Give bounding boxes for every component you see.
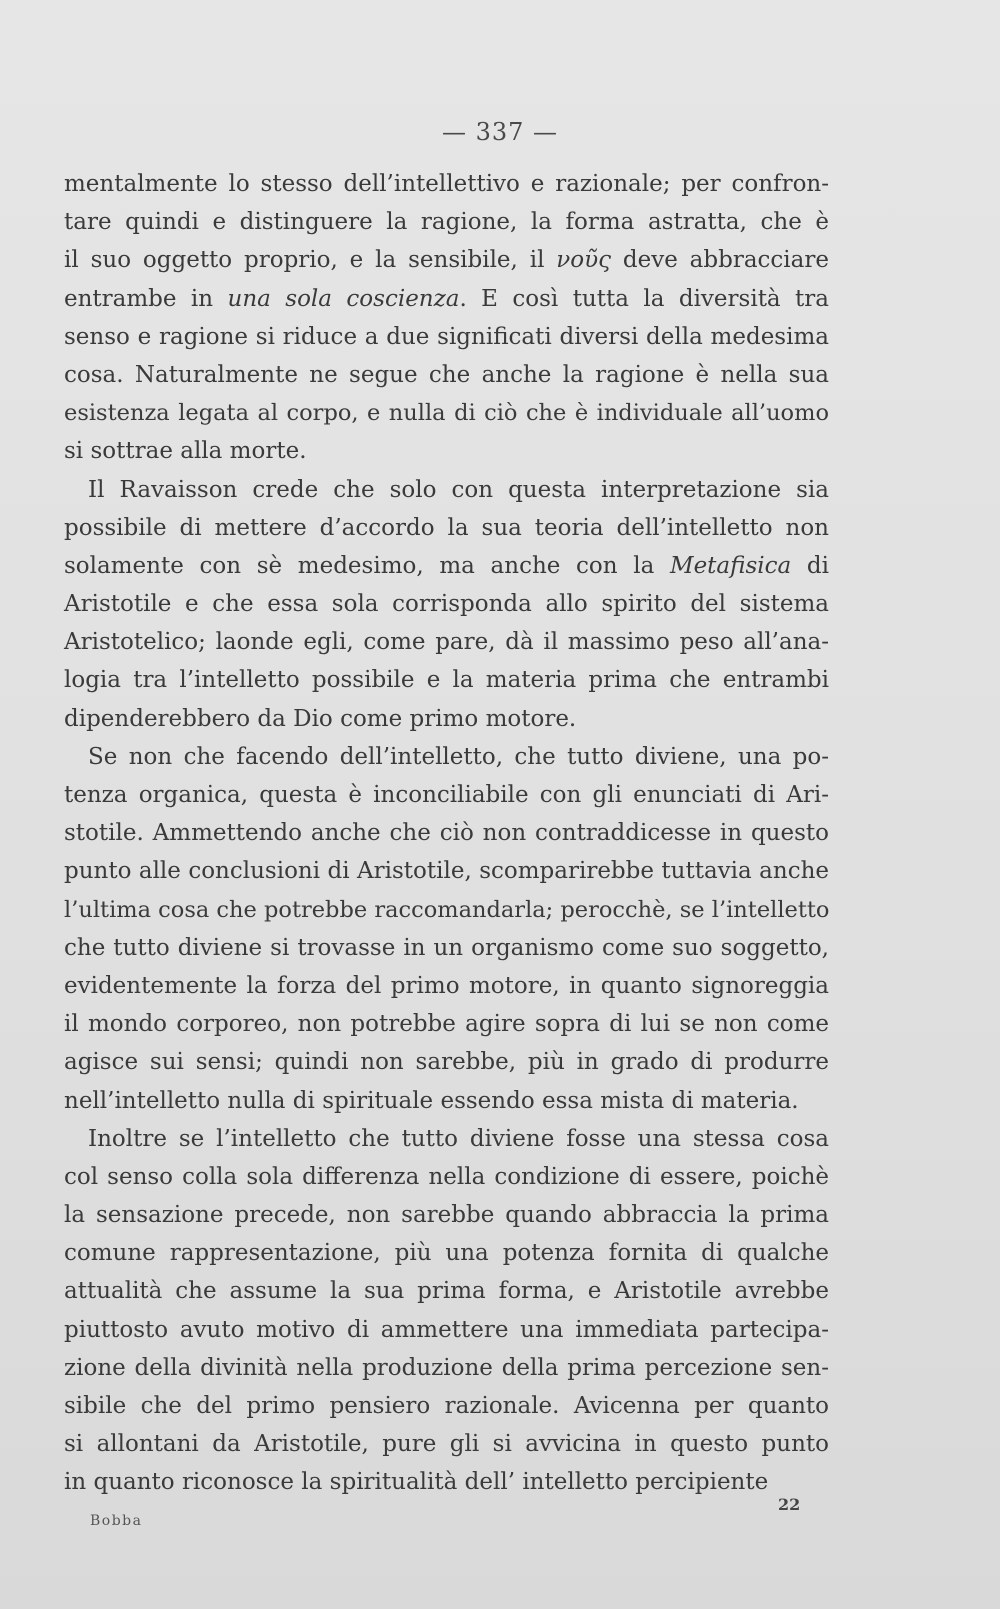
text-line (64, 1311, 829, 1349)
text-line (64, 471, 829, 509)
text-segment: entrambe in (64, 285, 228, 312)
text-segment: col senso colla sola differenza nella condizione di essere, poichè (64, 1163, 829, 1190)
text-line (64, 1463, 829, 1501)
text-line (64, 929, 829, 967)
text-segment: agisce sui sensi; quindi non sarebbe, più in grado di produrre (64, 1049, 829, 1076)
text-line (64, 203, 829, 241)
text-line (64, 1234, 829, 1272)
text-segment: che tutto diviene si trovasse in un organismo come suo soggetto, (64, 934, 829, 961)
text-line (64, 280, 829, 318)
text-line (64, 241, 829, 279)
italic-text: νοῦς (556, 247, 611, 274)
text-segment: nell’intelletto nulla di spirituale essendo essa mista di materia. (64, 1087, 799, 1114)
text-segment: tare quindi e distinguere la ragione, la forma astratta, che è (64, 209, 829, 236)
text-segment: piuttosto avuto motivo di ammettere una immediata partecipa- (64, 1316, 829, 1343)
text-line (64, 1272, 829, 1310)
text-line (64, 814, 829, 852)
text-line (64, 1158, 829, 1196)
text-segment: il suo oggetto proprio, e la sensibile, il (64, 247, 557, 274)
text-line (64, 1082, 829, 1120)
footer-author-signature: Bobba (90, 1513, 143, 1529)
paragraph (64, 165, 829, 471)
text-segment: di (791, 552, 829, 579)
text-segment: si allontani da Aristotile, pure gli si avvicina in questo punto (64, 1431, 829, 1458)
text-line (64, 509, 829, 547)
text-segment: attualità che assume la sua prima forma, e Aristotile avrebbe (64, 1278, 829, 1305)
text-line (64, 1120, 829, 1158)
text-segment: in quanto riconosce la spiritualità dell’ intelletto percipiente (64, 1469, 769, 1496)
text-line (64, 1196, 829, 1234)
text-segment: si sottrae alla morte. (64, 438, 307, 465)
text-segment: evidentemente la forza del primo motore, in quanto signoreggia (64, 972, 829, 999)
italic-text: una sola coscienza (227, 285, 460, 312)
text-line (64, 1043, 829, 1081)
text-segment: il mondo corporeo, non potrebbe agire sopra di lui se non come (64, 1011, 829, 1038)
text-segment: comune rappresentazione, più una potenza fornita di qualche (64, 1240, 829, 1267)
text-segment: solamente con sè medesimo, ma anche con la (64, 552, 671, 579)
text-segment: deve abbracciare (611, 247, 829, 274)
text-segment: punto alle conclusioni di Aristotile, scomparirebbe tuttavia anche (64, 858, 829, 885)
text-segment: Il Ravaisson crede che solo con questa interpretazione sia (88, 476, 829, 503)
text-line (64, 1425, 829, 1463)
text-line (64, 1005, 829, 1043)
text-segment: stotile. Ammettendo anche che ciò non contraddicesse in questo (64, 820, 829, 847)
italic-text: Metafisica (670, 552, 792, 579)
text-line (64, 356, 829, 394)
text-segment: tenza organica, questa è inconciliabile con gli enunciati di Ari- (64, 782, 829, 808)
text-segment: zione della divinità nella produzione della prima percezione sen- (64, 1354, 829, 1381)
text-segment: la sensazione precede, non sarebbe quando abbraccia la prima (64, 1202, 829, 1229)
text-segment: cosa. Naturalmente ne segue che anche la ragione è nella sua (64, 361, 829, 388)
text-segment: sibile che del primo pensiero razionale. Avicenna per quanto (64, 1393, 829, 1419)
text-segment: Inoltre se l’intelletto che tutto diviene fosse una stessa cosa (88, 1125, 829, 1152)
paragraph (64, 1120, 829, 1502)
text-line (64, 891, 829, 929)
text-segment: dipenderebbero da Dio come primo motore. (64, 705, 577, 732)
text-line (64, 432, 829, 470)
footer-gathering-number: 22 (778, 1495, 801, 1514)
text-line (64, 967, 829, 1005)
paragraph (64, 471, 829, 738)
body-text (64, 165, 829, 1502)
text-segment: possibile di mettere d’accordo la sua teoria dell’intelletto non (64, 514, 829, 541)
text-line (64, 623, 829, 661)
text-line (64, 394, 829, 432)
text-line (64, 776, 829, 814)
text-segment: . E così tutta la diversità tra (459, 285, 830, 312)
text-segment: l’ultima cosa che potrebbe raccomandarla; perocchè, se l’intelletto (64, 896, 830, 923)
text-segment: Aristotile e che essa sola corrisponda allo spirito del sistema (64, 591, 829, 618)
text-line (64, 165, 829, 203)
text-segment: logia tra l’intelletto possibile e la materia prima che entrambi (64, 667, 829, 694)
text-segment: senso e ragione si riduce a due significati diversi della medesima (64, 323, 829, 350)
text-line (64, 1349, 829, 1387)
page-number: — 337 — (441, 118, 559, 146)
text-segment: esistenza legata al corpo, e nulla di ciò che è individuale all’uomo (64, 400, 829, 427)
text-line (64, 738, 829, 776)
text-line (64, 852, 829, 890)
text-segment: mentalmente lo stesso dell’intellettivo e razionale; per confron- (64, 171, 829, 197)
text-line (64, 318, 829, 356)
text-segment: Aristotelico; laonde egli, come pare, dà il massimo peso all’ana- (64, 629, 829, 656)
text-line (64, 1387, 829, 1425)
text-segment: Se non che facendo dell’intelletto, che tutto diviene, una po- (88, 743, 829, 770)
paragraph (64, 738, 829, 1120)
text-line (64, 585, 829, 623)
text-line (64, 700, 829, 738)
text-line (64, 661, 829, 699)
text-line (64, 547, 829, 585)
